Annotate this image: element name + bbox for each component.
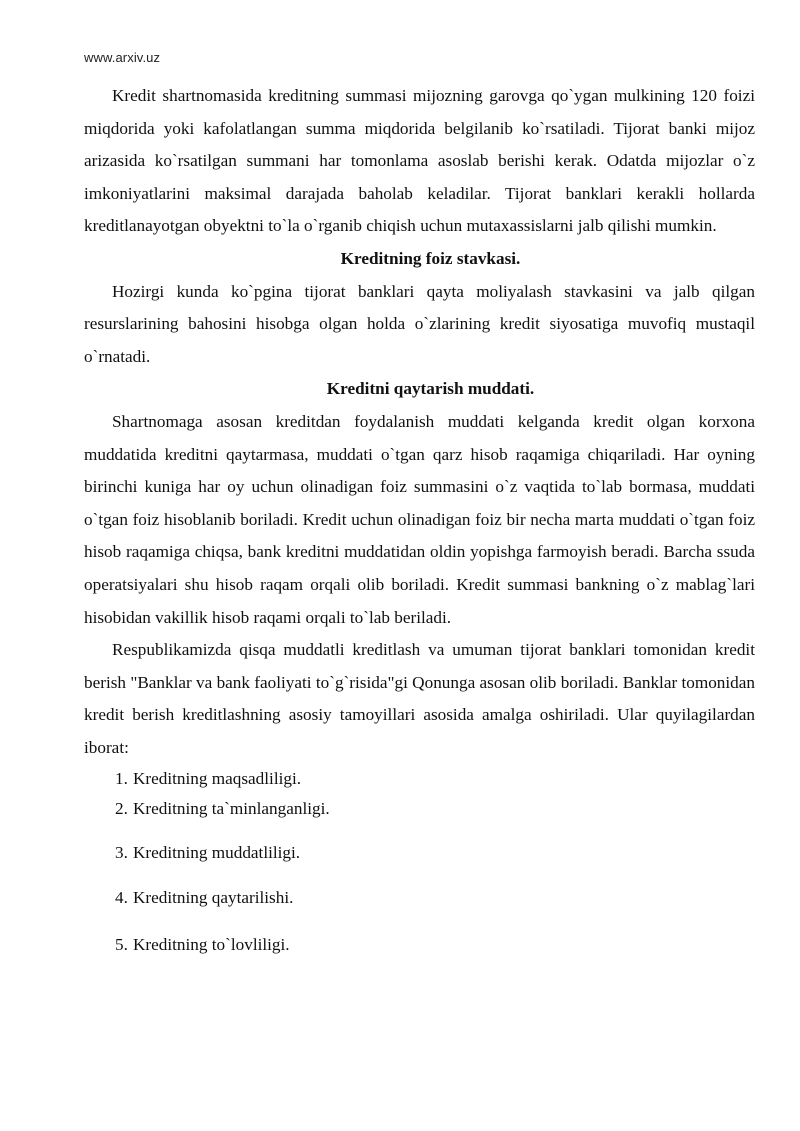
principles-list — [84, 764, 755, 962]
list-item — [115, 930, 755, 962]
paragraph-interest-rate: Hozirgi kunda ko`pgina tijorat banklari qayta moliyalash stavkasini va jalb qilgan resurslarining bahosini hisobga olgan holda o`zlarining kredit siyosatiga muvofiq mustaqil o`rnatadi. — [84, 281, 755, 366]
list-item-number: 1. — [115, 769, 128, 789]
paragraph-repayment-term: Shartnomaga asosan kreditdan foydalanish muddati kelganda kredit olgan korxona muddatida kreditni qaytarmasa, muddati o`tgan qarz hisob raqamiga chiqariladi. Har oyning birinchi kuniga har oy uchun olinadigan foiz summasini o`z vaqtida to`lab bormasa, muddati o`tgan foiz hisoblanib boriladi. Kredit uchun olinadigan foiz bir necha marta muddati o`tgan foiz hisob raqamiga chiqsa, bank kreditni muddatidan oldin yopishga farmoyish beradi. Barcha ssuda operatsiyalari shu hisob raqam orqali olib boriladi. Kredit summasi bankning o`z mablag`lari hisobidan vakillik hisob raqami orqali to`lab beriladi. — [84, 411, 755, 627]
list-item — [115, 838, 755, 883]
paragraph-credit-principles: Respublikamizda qisqa muddatli kreditlash va umuman tijorat banklari tomonidan kredit berish "Banklar va bank faoliyati to`g`risida"gi Qonunga asosan olib boriladi. Banklar tomonidan kredit berish kreditlashning asosiy tamoyillari asosida amalga oshiriladi. Ular quyilagilardan iborat: — [84, 640, 755, 757]
list-item-text: Kreditning maqsadliligi. — [133, 769, 302, 789]
list-item-number: 5. — [115, 935, 128, 955]
site-header-url: www.arxiv.uz — [84, 50, 161, 65]
list-item-number: 2. — [115, 799, 128, 819]
list-item — [115, 883, 755, 930]
list-item-number: 3. — [115, 843, 128, 863]
list-item-text: Kreditning ta`minlanganligi. — [133, 799, 330, 819]
list-item-text: Kreditning qaytarilishi. — [133, 888, 294, 908]
list-item-text: Kreditning to`lovliligi. — [133, 935, 290, 955]
list-item-number: 4. — [115, 888, 128, 908]
list-item — [115, 794, 755, 838]
paragraph-credit-agreement: Kredit shartnomasida kreditning summasi mijozning garovga qo`ygan mulkining 120 foizi miqdorida yoki kafolatlangan summa miqdorida belgilanib ko`rsatiladi. Tijorat banki mijoz arizasida ko`rsatilgan summani har tomonlama asoslab berishi kerak. Odatda mijozlar o`z imkoniyatlarini maksimal darajada baholab keladilar. Tijorat banklari kerakli hollarda kreditlanayotgan obyektni to`la o`rganib chiqish uchun mutaxassislarni jalb qilishi mumkin. — [84, 86, 755, 236]
list-item — [115, 764, 755, 794]
heading-interest-rate: Kreditning foiz stavkasi. — [340, 248, 521, 268]
document-body — [84, 80, 755, 962]
list-item-text: Kreditning muddatliligi. — [133, 843, 301, 863]
heading-repayment-term: Kreditni qaytarish muddati. — [326, 379, 535, 399]
